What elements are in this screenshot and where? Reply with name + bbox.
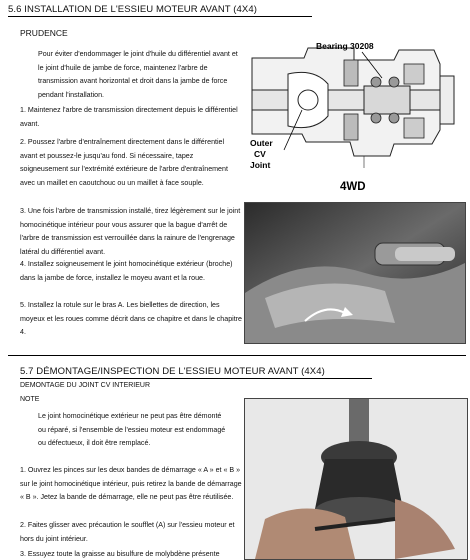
caution-text: Pour éviter d'endommager le joint d'huile du différentiel avant et le joint d'huile de jambe de force, maintenez l'arbre de transmission avant horizontal et droit dans la jambe de force pendant l'installation. — [38, 50, 238, 99]
list-item: 3. Une fois l'arbre de transmission installé, tirez légèrement sur le joint homocinétique intérieur pour vous assurer que la bague d'arrêt de l'arbre de transmission est verrouillée dans la rainure de l'engrenage latéral du différentiel avant. — [20, 207, 241, 256]
list-item: 4. Installez soigneusement le joint homocinétique extérieur (broche) dans la jambe de force, installez le moyeu avant et la roue. — [20, 260, 233, 282]
note-text: Le joint homocinétique extérieur ne peut pas être démonté ou réparé, si l'ensemble de l'essieu moteur est endommagé ou défectueux, il doit être remplacé. — [38, 412, 226, 447]
section-title-underline — [8, 16, 312, 17]
note-heading: NOTE — [20, 396, 40, 403]
list-item: 3. Essuyez toute la graisse au bisulfure de molybdène présente — [20, 550, 220, 558]
axle-cross-section-drawing — [244, 38, 466, 193]
list-item: 2. Poussez l'arbre d'entraînement directement dans le différentiel avant et poussez-le jusqu'au fond. Si nécessaire, tapez soigneusement sur l'extrémité extérieure de l'arbre d'entraînement avec un maillet en caoutchouc ou un maillet à face souple. — [20, 138, 228, 187]
cv-joint-photo — [244, 398, 468, 560]
subheading: DEMONTAGE DU JOINT CV INTERIEUR — [20, 382, 151, 389]
list-item: 2. Faites glisser avec précaution le soufflet (A) sur l'essieu moteur et hors du joint intérieur. — [20, 521, 235, 543]
caution-heading: PRUDENCE — [20, 28, 68, 38]
section-title-5-6: 5.6 INSTALLATION DE L'ESSIEU MOTEUR AVANT (4X4) — [8, 4, 258, 15]
list-item: 1. Maintenez l'arbre de transmission directement depuis le différentiel avant. — [20, 106, 238, 128]
drive-label: 4WD — [340, 181, 366, 193]
section-title-underline — [20, 378, 372, 379]
bearing-label: Bearing 30208 — [316, 41, 374, 51]
section-title-5-7: 5.7 DÉMONTAGE/INSPECTION DE L'ESSIEU MOTEUR AVANT (4X4) — [20, 366, 325, 377]
installation-photo-drawing — [245, 203, 465, 343]
joint-label-line: Joint — [250, 160, 271, 170]
installation-photo — [244, 202, 466, 344]
joint-label-line: CV — [254, 149, 266, 159]
section-divider — [8, 355, 466, 356]
axle-cross-section-diagram — [244, 38, 466, 193]
step-list-section-1 — [20, 104, 240, 137]
joint-label-line: Outer — [250, 138, 273, 148]
list-item: 1. Ouvrez les pinces sur les deux bandes de démarrage « A » et « B » sur le joint homocinétique intérieur, puis retirez la bande de démarrage « B ». Jetez la bande de démarrage, elle ne peut pas être réutilisée. — [20, 466, 242, 501]
list-item: 5. Installez la rotule sur le bras A. Les biellettes de direction, les moyeux et les roues comme décrit dans ce chapitre et dans le chapitre 4. — [20, 301, 242, 336]
cv-joint-photo-drawing — [245, 399, 467, 559]
